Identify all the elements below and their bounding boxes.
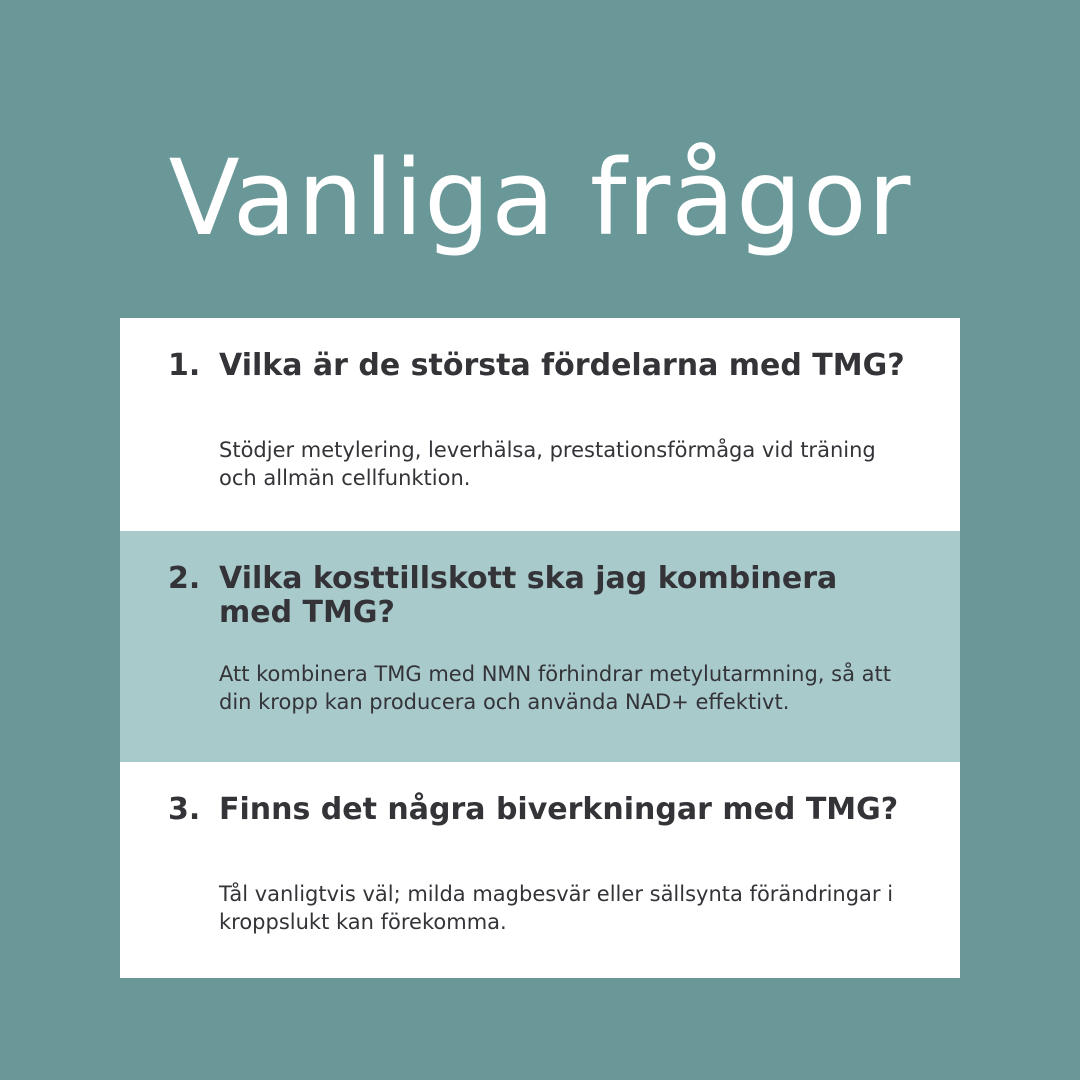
faq-number: 1.	[168, 348, 201, 383]
faq-question: Vilka är de största fördelarna med TMG?	[219, 348, 905, 383]
faq-item	[120, 318, 960, 531]
faq-number: 2.	[168, 561, 201, 596]
faq-question: Vilka kosttillskott ska jag kombinera med TMG?	[219, 561, 838, 630]
faq-question: Finns det några biverkningar med TMG?	[219, 792, 899, 827]
faq-answer: Stödjer metylering, leverhälsa, prestationsförmåga vid träning och allmän cellfunktion.	[219, 438, 876, 490]
faq-item	[120, 762, 960, 978]
page-title: Vanliga frågor	[168, 137, 912, 259]
faq-item	[120, 531, 960, 762]
faq-answer: Att kombinera TMG med NMN förhindrar metylutarmning, så att din kropp kan producera och använda NAD+ effektivt.	[219, 662, 891, 714]
faq-number: 3.	[168, 792, 201, 827]
faq-list	[120, 318, 960, 978]
faq-answer: Tål vanligtvis väl; milda magbesvär eller sällsynta förändringar i kroppslukt kan förekomma.	[219, 882, 894, 934]
